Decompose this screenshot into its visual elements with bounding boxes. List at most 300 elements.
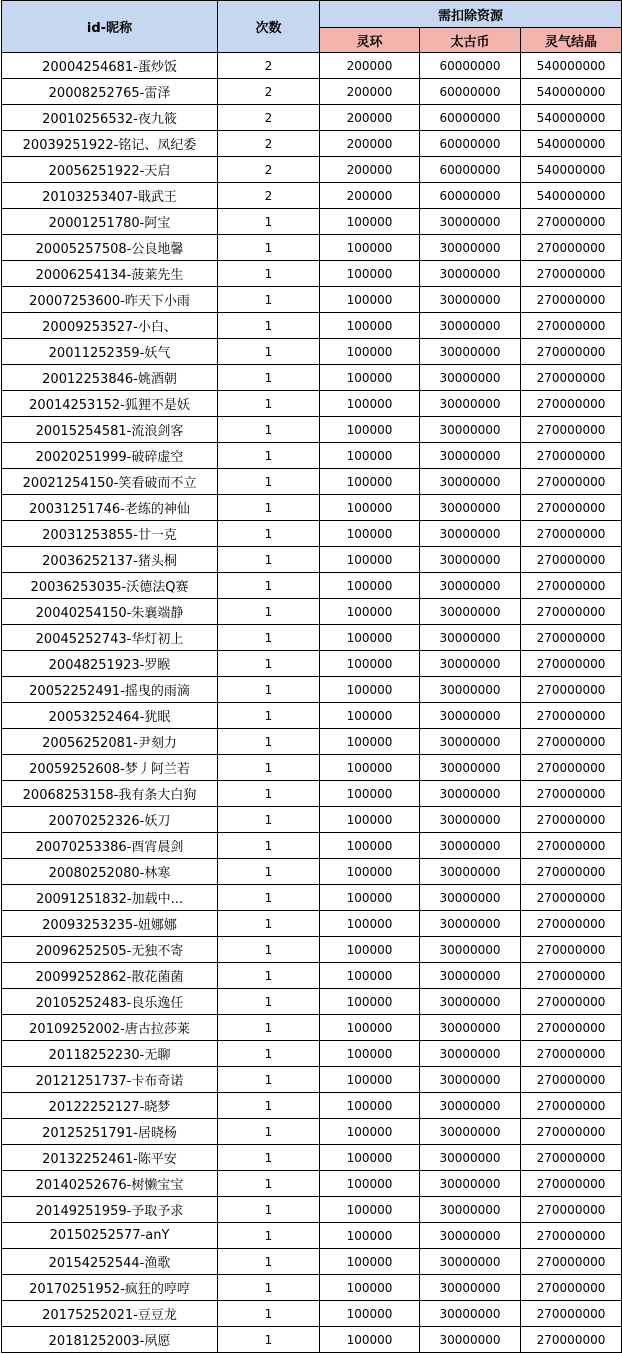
- cell-count: 2: [218, 53, 320, 79]
- cell-coin: 30000000: [420, 911, 521, 937]
- cell-crystal: 270000000: [521, 1223, 622, 1249]
- cell-count: 1: [218, 209, 320, 235]
- cell-coin: 60000000: [420, 105, 521, 131]
- table-row: [2, 807, 622, 833]
- table-row: [2, 859, 622, 885]
- table-row: [2, 495, 622, 521]
- cell-coin: 60000000: [420, 183, 521, 209]
- cell-id-name: 20007253600-昨天下小雨: [2, 287, 218, 313]
- cell-ring: 100000: [320, 235, 420, 261]
- cell-crystal: 270000000: [521, 1145, 622, 1171]
- cell-id-name: 20011252359-妖气: [2, 339, 218, 365]
- cell-coin: 30000000: [420, 625, 521, 651]
- cell-ring: 100000: [320, 547, 420, 573]
- cell-id-name: 20121251737-卡布奇诺: [2, 1067, 218, 1093]
- cell-ring: 100000: [320, 651, 420, 677]
- cell-crystal: 540000000: [521, 105, 622, 131]
- cell-crystal: 540000000: [521, 53, 622, 79]
- cell-count: 1: [218, 651, 320, 677]
- cell-id-name: 20080252080-林寒: [2, 859, 218, 885]
- cell-coin: 30000000: [420, 1223, 521, 1249]
- cell-crystal: 270000000: [521, 807, 622, 833]
- cell-ring: 100000: [320, 937, 420, 963]
- cell-crystal: 270000000: [521, 677, 622, 703]
- table-row: [2, 157, 622, 183]
- cell-coin: 60000000: [420, 79, 521, 105]
- table-row: [2, 417, 622, 443]
- table-row: [2, 989, 622, 1015]
- cell-id-name: 20181252003-夙愿: [2, 1327, 218, 1353]
- cell-ring: 200000: [320, 183, 420, 209]
- cell-ring: 100000: [320, 1119, 420, 1145]
- table-row: [2, 235, 622, 261]
- cell-crystal: 270000000: [521, 625, 622, 651]
- cell-ring: 200000: [320, 131, 420, 157]
- cell-count: 1: [218, 937, 320, 963]
- table-row: [2, 261, 622, 287]
- cell-crystal: 270000000: [521, 703, 622, 729]
- cell-id-name: 20040254150-朱襄端静: [2, 599, 218, 625]
- cell-id-name: 20009253527-小白、: [2, 313, 218, 339]
- table-row: [2, 1249, 622, 1275]
- cell-count: 1: [218, 391, 320, 417]
- cell-count: 1: [218, 755, 320, 781]
- cell-ring: 100000: [320, 885, 420, 911]
- cell-ring: 200000: [320, 105, 420, 131]
- cell-count: 1: [218, 807, 320, 833]
- table-row: [2, 599, 622, 625]
- cell-id-name: 20045252743-华灯初上: [2, 625, 218, 651]
- cell-coin: 30000000: [420, 443, 521, 469]
- cell-coin: 30000000: [420, 573, 521, 599]
- cell-ring: 200000: [320, 79, 420, 105]
- cell-crystal: 270000000: [521, 521, 622, 547]
- cell-ring: 100000: [320, 365, 420, 391]
- cell-count: 1: [218, 625, 320, 651]
- cell-coin: 30000000: [420, 287, 521, 313]
- cell-coin: 60000000: [420, 157, 521, 183]
- cell-id-name: 20122252127-晓梦: [2, 1093, 218, 1119]
- cell-ring: 100000: [320, 287, 420, 313]
- header-crystal: 灵气结晶: [521, 28, 622, 53]
- cell-id-name: 20056252081-尹刻力: [2, 729, 218, 755]
- cell-crystal: 270000000: [521, 1275, 622, 1301]
- table-row: [2, 937, 622, 963]
- cell-id-name: 20099252862-散花菌菌: [2, 963, 218, 989]
- table-row: [2, 521, 622, 547]
- cell-ring: 100000: [320, 443, 420, 469]
- cell-coin: 30000000: [420, 261, 521, 287]
- cell-ring: 200000: [320, 157, 420, 183]
- cell-coin: 30000000: [420, 417, 521, 443]
- cell-ring: 100000: [320, 833, 420, 859]
- cell-crystal: 270000000: [521, 1093, 622, 1119]
- cell-count: 1: [218, 703, 320, 729]
- cell-ring: 100000: [320, 1041, 420, 1067]
- table-row: [2, 963, 622, 989]
- cell-ring: 100000: [320, 1275, 420, 1301]
- cell-crystal: 270000000: [521, 547, 622, 573]
- cell-count: 1: [218, 729, 320, 755]
- cell-id-name: 20020251999-破碎虚空: [2, 443, 218, 469]
- cell-ring: 100000: [320, 495, 420, 521]
- resource-deduction-table: [1, 0, 622, 1353]
- cell-count: 1: [218, 313, 320, 339]
- cell-crystal: 270000000: [521, 1119, 622, 1145]
- cell-ring: 100000: [320, 989, 420, 1015]
- table-row: [2, 105, 622, 131]
- cell-count: 1: [218, 521, 320, 547]
- cell-count: 1: [218, 1275, 320, 1301]
- cell-count: 1: [218, 443, 320, 469]
- cell-coin: 30000000: [420, 391, 521, 417]
- table-row: [2, 1015, 622, 1041]
- cell-count: 1: [218, 495, 320, 521]
- cell-ring: 100000: [320, 1145, 420, 1171]
- cell-ring: 100000: [320, 417, 420, 443]
- cell-ring: 100000: [320, 859, 420, 885]
- cell-count: 1: [218, 1301, 320, 1327]
- cell-coin: 30000000: [420, 313, 521, 339]
- cell-count: 1: [218, 261, 320, 287]
- cell-crystal: 270000000: [521, 1197, 622, 1223]
- cell-id-name: 20004254681-蛋炒饭: [2, 53, 218, 79]
- cell-count: 1: [218, 677, 320, 703]
- cell-count: 2: [218, 183, 320, 209]
- cell-id-name: 20105252483-良乐逸任: [2, 989, 218, 1015]
- cell-crystal: 540000000: [521, 157, 622, 183]
- cell-count: 1: [218, 1223, 320, 1249]
- cell-coin: 30000000: [420, 1275, 521, 1301]
- table-row: [2, 287, 622, 313]
- cell-ring: 100000: [320, 521, 420, 547]
- cell-id-name: 20070252326-妖刀: [2, 807, 218, 833]
- cell-count: 1: [218, 989, 320, 1015]
- table-row: [2, 209, 622, 235]
- table-row: [2, 1275, 622, 1301]
- cell-id-name: 20149251959-予取予求: [2, 1197, 218, 1223]
- header-count: 次数: [218, 1, 320, 53]
- cell-crystal: 270000000: [521, 261, 622, 287]
- cell-id-name: 20006254134-菠莱先生: [2, 261, 218, 287]
- cell-id-name: 20154252544-渔歌: [2, 1249, 218, 1275]
- cell-ring: 100000: [320, 963, 420, 989]
- cell-ring: 100000: [320, 1327, 420, 1353]
- table-header: [2, 1, 622, 53]
- cell-coin: 30000000: [420, 339, 521, 365]
- table-row: [2, 339, 622, 365]
- cell-id-name: 20109252002-唐古拉莎莱: [2, 1015, 218, 1041]
- cell-id-name: 20039251922-铭记、凤纪委: [2, 131, 218, 157]
- cell-count: 1: [218, 339, 320, 365]
- cell-crystal: 270000000: [521, 365, 622, 391]
- cell-crystal: 270000000: [521, 937, 622, 963]
- table-row: [2, 1145, 622, 1171]
- cell-crystal: 270000000: [521, 1327, 622, 1353]
- cell-coin: 30000000: [420, 807, 521, 833]
- cell-id-name: 20052252491-摇曳的雨滴: [2, 677, 218, 703]
- cell-crystal: 270000000: [521, 859, 622, 885]
- table-row: [2, 313, 622, 339]
- table-row: [2, 703, 622, 729]
- cell-ring: 100000: [320, 469, 420, 495]
- cell-crystal: 270000000: [521, 339, 622, 365]
- cell-ring: 100000: [320, 1015, 420, 1041]
- table-row: [2, 1223, 622, 1249]
- cell-id-name: 20170251952-疯狂的哼哼: [2, 1275, 218, 1301]
- cell-count: 1: [218, 781, 320, 807]
- cell-crystal: 540000000: [521, 183, 622, 209]
- cell-id-name: 20053252464-犹眠: [2, 703, 218, 729]
- cell-id-name: 20175252021-豆豆龙: [2, 1301, 218, 1327]
- table-row: [2, 79, 622, 105]
- cell-crystal: 540000000: [521, 131, 622, 157]
- table-row: [2, 1197, 622, 1223]
- cell-crystal: 270000000: [521, 963, 622, 989]
- cell-ring: 100000: [320, 625, 420, 651]
- cell-count: 1: [218, 911, 320, 937]
- cell-coin: 30000000: [420, 1145, 521, 1171]
- table-row: [2, 1093, 622, 1119]
- table-row: [2, 573, 622, 599]
- cell-coin: 30000000: [420, 729, 521, 755]
- header-coin: 太古币: [420, 28, 521, 53]
- cell-coin: 30000000: [420, 521, 521, 547]
- cell-count: 1: [218, 235, 320, 261]
- header-id-name: id-昵称: [2, 1, 218, 53]
- cell-id-name: 20012253846-姚酒朝: [2, 365, 218, 391]
- cell-crystal: 270000000: [521, 313, 622, 339]
- cell-coin: 30000000: [420, 1041, 521, 1067]
- cell-coin: 30000000: [420, 1197, 521, 1223]
- cell-count: 1: [218, 1197, 320, 1223]
- cell-id-name: 20140252676-树懒宝宝: [2, 1171, 218, 1197]
- cell-id-name: 20059252608-梦丿阿兰若: [2, 755, 218, 781]
- cell-id-name: 20031253855-廿一克: [2, 521, 218, 547]
- table-row: [2, 131, 622, 157]
- cell-coin: 30000000: [420, 1249, 521, 1275]
- cell-count: 1: [218, 1249, 320, 1275]
- table-row: [2, 651, 622, 677]
- cell-coin: 30000000: [420, 677, 521, 703]
- table-row: [2, 885, 622, 911]
- cell-coin: 30000000: [420, 365, 521, 391]
- cell-crystal: 270000000: [521, 391, 622, 417]
- cell-crystal: 270000000: [521, 1015, 622, 1041]
- cell-crystal: 270000000: [521, 469, 622, 495]
- table-row: [2, 729, 622, 755]
- cell-count: 1: [218, 547, 320, 573]
- cell-count: 1: [218, 859, 320, 885]
- cell-crystal: 270000000: [521, 495, 622, 521]
- cell-ring: 100000: [320, 703, 420, 729]
- cell-ring: 100000: [320, 911, 420, 937]
- cell-id-name: 20036253035-沃德法Q赛: [2, 573, 218, 599]
- cell-crystal: 270000000: [521, 1249, 622, 1275]
- cell-coin: 30000000: [420, 1119, 521, 1145]
- cell-crystal: 270000000: [521, 209, 622, 235]
- table-row: [2, 911, 622, 937]
- cell-count: 1: [218, 963, 320, 989]
- cell-coin: 30000000: [420, 703, 521, 729]
- cell-crystal: 270000000: [521, 989, 622, 1015]
- cell-id-name: 20031251746-老练的神仙: [2, 495, 218, 521]
- cell-crystal: 270000000: [521, 833, 622, 859]
- header-deduct-group: 需扣除资源: [320, 1, 622, 28]
- cell-coin: 30000000: [420, 885, 521, 911]
- cell-coin: 30000000: [420, 1301, 521, 1327]
- cell-crystal: 270000000: [521, 1041, 622, 1067]
- cell-count: 2: [218, 157, 320, 183]
- cell-id-name: 20093253235-妞娜娜: [2, 911, 218, 937]
- cell-id-name: 20118252230-无聊: [2, 1041, 218, 1067]
- cell-ring: 100000: [320, 755, 420, 781]
- header-ring: 灵环: [320, 28, 420, 53]
- cell-crystal: 270000000: [521, 911, 622, 937]
- cell-ring: 100000: [320, 261, 420, 287]
- cell-crystal: 540000000: [521, 79, 622, 105]
- cell-id-name: 20056251922-天启: [2, 157, 218, 183]
- cell-crystal: 270000000: [521, 573, 622, 599]
- cell-count: 1: [218, 1015, 320, 1041]
- cell-id-name: 20150252577-anY: [2, 1223, 218, 1249]
- table-row: [2, 547, 622, 573]
- cell-coin: 30000000: [420, 1015, 521, 1041]
- cell-count: 1: [218, 469, 320, 495]
- table-row: [2, 625, 622, 651]
- cell-ring: 100000: [320, 1301, 420, 1327]
- cell-ring: 100000: [320, 1223, 420, 1249]
- cell-ring: 100000: [320, 781, 420, 807]
- table-row: [2, 1067, 622, 1093]
- table-row: [2, 677, 622, 703]
- cell-id-name: 20048251923-罗睺: [2, 651, 218, 677]
- cell-coin: 30000000: [420, 963, 521, 989]
- cell-coin: 30000000: [420, 209, 521, 235]
- cell-count: 1: [218, 417, 320, 443]
- cell-ring: 200000: [320, 53, 420, 79]
- cell-id-name: 20005257508-公良地馨: [2, 235, 218, 261]
- cell-coin: 30000000: [420, 547, 521, 573]
- cell-crystal: 270000000: [521, 755, 622, 781]
- cell-crystal: 270000000: [521, 651, 622, 677]
- cell-coin: 30000000: [420, 989, 521, 1015]
- cell-count: 2: [218, 79, 320, 105]
- cell-id-name: 20091251832-加载中...: [2, 885, 218, 911]
- cell-crystal: 270000000: [521, 781, 622, 807]
- cell-coin: 30000000: [420, 495, 521, 521]
- cell-count: 2: [218, 105, 320, 131]
- cell-ring: 100000: [320, 729, 420, 755]
- cell-coin: 30000000: [420, 1327, 521, 1353]
- cell-crystal: 270000000: [521, 417, 622, 443]
- table-row: [2, 1327, 622, 1353]
- cell-count: 1: [218, 1119, 320, 1145]
- cell-crystal: 270000000: [521, 443, 622, 469]
- cell-crystal: 270000000: [521, 235, 622, 261]
- cell-coin: 30000000: [420, 859, 521, 885]
- cell-coin: 60000000: [420, 53, 521, 79]
- table-row: [2, 1171, 622, 1197]
- cell-ring: 100000: [320, 209, 420, 235]
- cell-count: 1: [218, 1067, 320, 1093]
- cell-ring: 100000: [320, 1249, 420, 1275]
- cell-count: 1: [218, 573, 320, 599]
- cell-coin: 30000000: [420, 833, 521, 859]
- table-row: [2, 469, 622, 495]
- table-row: [2, 1119, 622, 1145]
- table-row: [2, 1301, 622, 1327]
- cell-count: 1: [218, 1041, 320, 1067]
- cell-coin: 30000000: [420, 781, 521, 807]
- table-row: [2, 391, 622, 417]
- cell-id-name: 20068253158-我有条大白狗: [2, 781, 218, 807]
- table-row: [2, 443, 622, 469]
- cell-id-name: 20010256532-夜九筱: [2, 105, 218, 131]
- cell-ring: 100000: [320, 807, 420, 833]
- cell-coin: 30000000: [420, 755, 521, 781]
- cell-coin: 30000000: [420, 1093, 521, 1119]
- cell-count: 2: [218, 131, 320, 157]
- cell-id-name: 20001251780-阿宝: [2, 209, 218, 235]
- cell-coin: 30000000: [420, 1171, 521, 1197]
- cell-count: 1: [218, 885, 320, 911]
- cell-count: 1: [218, 1327, 320, 1353]
- cell-coin: 30000000: [420, 235, 521, 261]
- cell-coin: 60000000: [420, 131, 521, 157]
- cell-id-name: 20015254581-流浪剑客: [2, 417, 218, 443]
- cell-id-name: 20008252765-雷泽: [2, 79, 218, 105]
- cell-id-name: 20096252505-无独不寄: [2, 937, 218, 963]
- cell-count: 1: [218, 1093, 320, 1119]
- cell-ring: 100000: [320, 1171, 420, 1197]
- cell-crystal: 270000000: [521, 1171, 622, 1197]
- cell-ring: 100000: [320, 313, 420, 339]
- cell-coin: 30000000: [420, 469, 521, 495]
- cell-ring: 100000: [320, 1197, 420, 1223]
- cell-coin: 30000000: [420, 651, 521, 677]
- cell-crystal: 270000000: [521, 599, 622, 625]
- cell-coin: 30000000: [420, 599, 521, 625]
- cell-id-name: 20103253407-戢武王: [2, 183, 218, 209]
- table-row: [2, 781, 622, 807]
- cell-crystal: 270000000: [521, 287, 622, 313]
- cell-coin: 30000000: [420, 1067, 521, 1093]
- cell-coin: 30000000: [420, 937, 521, 963]
- cell-ring: 100000: [320, 391, 420, 417]
- cell-ring: 100000: [320, 573, 420, 599]
- cell-count: 1: [218, 833, 320, 859]
- cell-crystal: 270000000: [521, 729, 622, 755]
- cell-id-name: 20014253152-狐狸不是妖: [2, 391, 218, 417]
- cell-id-name: 20125251791-居晓杨: [2, 1119, 218, 1145]
- table-row: [2, 833, 622, 859]
- cell-ring: 100000: [320, 339, 420, 365]
- cell-count: 1: [218, 287, 320, 313]
- table-row: [2, 53, 622, 79]
- table-row: [2, 755, 622, 781]
- cell-id-name: 20021254150-笑看破而不立: [2, 469, 218, 495]
- cell-crystal: 270000000: [521, 1301, 622, 1327]
- cell-ring: 100000: [320, 1093, 420, 1119]
- cell-id-name: 20036252137-猪头桐: [2, 547, 218, 573]
- cell-id-name: 20132252461-陈平安: [2, 1145, 218, 1171]
- cell-ring: 100000: [320, 677, 420, 703]
- cell-crystal: 270000000: [521, 1067, 622, 1093]
- table-row: [2, 1041, 622, 1067]
- table-body: [2, 53, 622, 1353]
- cell-count: 1: [218, 365, 320, 391]
